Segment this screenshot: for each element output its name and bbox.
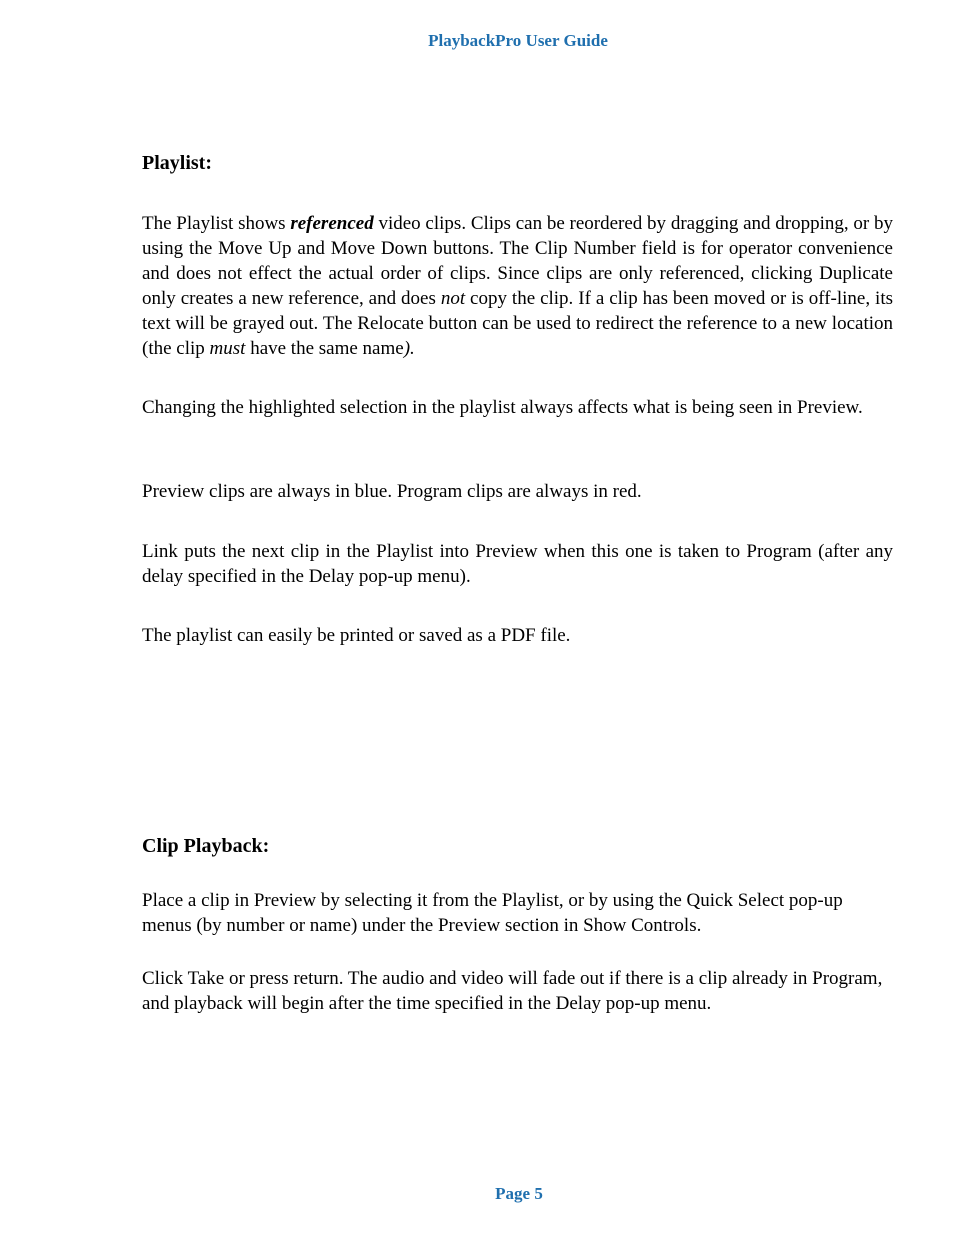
emphasis-referenced: referenced bbox=[290, 213, 374, 234]
emphasis-not: not bbox=[440, 288, 466, 309]
clip-playback-paragraph-2: Click Take or press return. The audio and video will fade out if there is a clip already in Program, and playback will begin after the time specified in the Delay pop-up menu. bbox=[142, 968, 883, 1014]
playlist-paragraph-2: Changing the highlighted selection in the playlist always affects what is being seen in Preview. bbox=[142, 397, 863, 418]
section-heading-clip-playback: Clip Playback: bbox=[142, 835, 270, 857]
playlist-paragraph-4: Link puts the next clip in the Playlist into Preview when this one is taken to Program (after any delay specified in the Delay pop-up menu). bbox=[142, 541, 893, 587]
playlist-paragraph-1 bbox=[142, 211, 893, 361]
emphasis-must: must bbox=[209, 338, 246, 359]
text-run-italic: ). bbox=[403, 338, 415, 359]
clip-playback-paragraph-1: Place a clip in Preview by selecting it from the Playlist, or by using the Quick Select pop-up menus (by number or name) under the Preview section in Show Controls. bbox=[142, 890, 843, 936]
page-number: Page 5 bbox=[495, 1184, 543, 1203]
text-run: copy the clip. If a clip has been moved or is off-line, its text will be grayed out. The Relocate button can be used to redirect the reference to a new location (the clip bbox=[142, 288, 893, 359]
playlist-paragraph-3: Preview clips are always in blue. Program clips are always in red. bbox=[142, 481, 642, 502]
playlist-paragraph-5: The playlist can easily be printed or saved as a PDF file. bbox=[142, 625, 571, 646]
text-run: have the same name bbox=[245, 338, 404, 359]
text-run: video clips. Clips can be reordered by dragging and dropping, or by using the Move Up and Move Down buttons. The Clip Number field is for operator convenience and does not effect the actual order of clips. Since clips are only referenced, clicking Duplicate only creates a new reference, and does bbox=[142, 213, 893, 309]
page-header: PlaybackPro User Guide bbox=[428, 31, 608, 50]
section-heading-playlist: Playlist: bbox=[142, 152, 212, 174]
text-run: The Playlist shows bbox=[142, 213, 291, 234]
